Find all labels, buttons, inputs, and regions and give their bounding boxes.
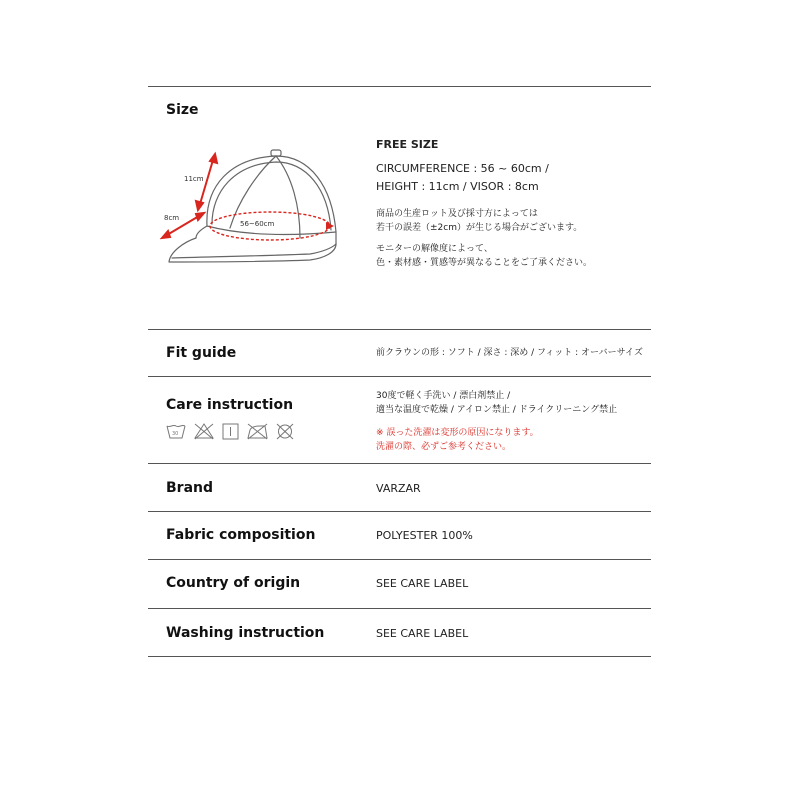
brand-value: VARZAR [376,482,421,495]
circumference-label: 56~60cm [240,220,275,228]
fit-guide-value: 前クラウンの形 : ソフト / 深さ : 深め / フィット : オーバーサイズ [376,348,643,358]
divider-size [148,329,651,330]
fabric-composition-value: POLYESTER 100% [376,529,473,542]
size-note-3: モニターの解像度によって、 [376,244,493,254]
country-of-origin-label: Country of origin [166,575,301,591]
care-symbols [165,421,305,443]
visor-label: 8cm [164,214,180,222]
care-line-2: 適当な温度で乾燥 / アイロン禁止 / ドライクリーニング禁止 [376,405,618,415]
care-warning-2: 洗濯の際、必ずご参考ください。 [376,442,512,452]
no-bleach-icon [195,424,213,439]
cap-outline [169,150,336,262]
divider-care [148,463,651,464]
divider-origin [148,608,651,609]
wash-temp-label: 30 [172,431,179,437]
divider-top [148,86,651,87]
care-line-1: 30度で軽く手洗い / 漂白剤禁止 / [376,391,511,401]
hand-wash-30-icon [167,425,185,438]
size-label: Size [166,102,199,118]
no-dry-clean-icon [277,424,293,439]
size-note-4: 色・素材感・質感等が異なることをご了承ください。 [376,258,593,268]
no-iron-icon [248,424,267,439]
country-of-origin-value: SEE CARE LABEL [376,577,469,590]
fabric-composition-label: Fabric composition [166,527,316,543]
care-warning-1: ※ 誤った洗濯は変形の原因になります。 [376,428,539,438]
size-circumference: CIRCUMFERENCE : 56 ~ 60cm / [376,162,549,175]
divider-brand [148,511,651,512]
size-height-visor: HEIGHT : 11cm / VISOR : 8cm [376,180,539,193]
free-size-title: FREE SIZE [376,138,439,151]
height-label: 11cm [184,175,204,183]
cap-size-diagram [160,146,350,281]
tumble-dry-icon [223,424,238,439]
divider-fit [148,376,651,377]
brand-label: Brand [166,480,214,496]
divider-bottom [148,656,651,657]
fit-guide-label: Fit guide [166,345,237,361]
divider-fabric [148,559,651,560]
size-note-1: 商品の生産ロット及び採寸方によっては [376,209,538,219]
size-note-2: 若干の誤差（±2cm）が生じる場合がございます。 [376,223,583,233]
washing-instruction-label: Washing instruction [166,625,325,641]
care-instruction-label: Care instruction [166,397,294,413]
washing-instruction-value: SEE CARE LABEL [376,627,469,640]
